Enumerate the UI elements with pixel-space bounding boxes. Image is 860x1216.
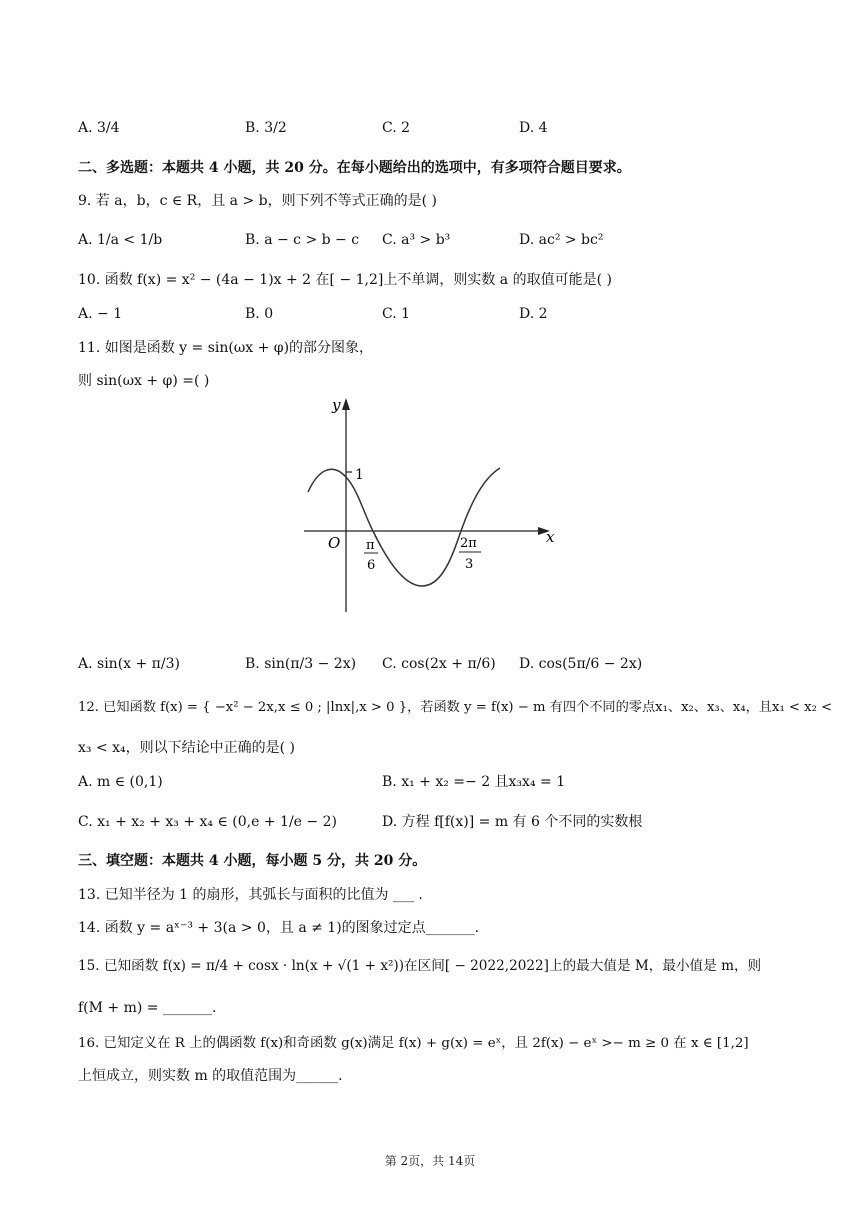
q16-line2: 上恒成立，则实数 m 的取值范围为______.: [78, 1068, 343, 1084]
q10-option-a: A. − 1: [78, 306, 123, 322]
q12-stem-line2: x₃ < x₄，则以下结论中正确的是( ): [78, 740, 296, 756]
origin-label: O: [328, 534, 341, 552]
q11-stem-line2: 则 sin(ωx + φ) =( ): [78, 373, 210, 389]
q12-option-a: A. m ∈ (0,1): [78, 774, 163, 790]
q10-option-d: D. 2: [519, 306, 548, 322]
q12-stem-line1: 12. 已知函数 f(x) = { −x² − 2x,x ≤ 0 ; |lnx|,x > 0 }，若函数 y = f(x) − m 有四个不同的零点x₁、x₂、x₃、x₄，且x₁ < x₂ <: [78, 700, 833, 715]
q8-option-d: D. 4: [519, 120, 548, 136]
q15-line1: 15. 已知函数 f(x) = π/4 + cosx · ln(x + √(1 + x²))在区间[ − 2022,2022]上的最大值是 M，最小值是 m，则: [78, 958, 762, 974]
one-label: 1: [355, 467, 364, 483]
q13-text: 13. 已知半径为 1 的扇形，其弧长与面积的比值为 ___ .: [78, 887, 423, 903]
pi23-denominator: 3: [465, 557, 474, 572]
q12-option-d: D. 方程 f[f(x)] = m 有 6 个不同的实数根: [382, 814, 643, 830]
y-axis-arrow: [342, 398, 350, 410]
q9-option-b: B. a − c > b − c: [245, 232, 360, 248]
q9-option-d: D. ac² > bc²: [519, 232, 604, 248]
q11-option-b: B. sin(π/3 − 2x): [245, 656, 357, 672]
pi6-numerator: π: [366, 538, 375, 553]
q10-option-c: C. 1: [382, 306, 411, 322]
q15-line2: f(M + m) = _______.: [78, 1000, 217, 1016]
y-label: y: [332, 396, 341, 414]
q8-option-b: B. 3/2: [245, 120, 287, 136]
q11-option-d: D. cos(5π/6 − 2x): [519, 656, 643, 672]
page-footer: 第 2页，共 14页: [384, 1154, 476, 1168]
q12-option-c: C. x₁ + x₂ + x₃ + x₄ ∈ (0,e + 1/e − 2): [78, 814, 337, 830]
q12-option-b: B. x₁ + x₂ =− 2 且x₃x₄ = 1: [382, 774, 566, 790]
section2-heading: 二、多选题：本题共 4 小题，共 20 分。在每小题给出的选项中，有多项符合题目要求。: [78, 160, 631, 176]
q11-option-a: A. sin(x + π/3): [78, 656, 180, 672]
q16-line1: 16. 已知定义在 R 上的偶函数 f(x)和奇函数 g(x)满足 f(x) + g(x) = eˣ，且 2f(x) − eˣ >− m ≥ 0 在 x ∈ [1,2]: [78, 1036, 749, 1051]
q8-option-c: C. 2: [382, 120, 411, 136]
q9-stem: 9. 若 a，b，c ∈ R，且 a > b，则下列不等式正确的是( ): [78, 193, 437, 209]
x-label: x: [546, 528, 555, 546]
q9-option-a: A. 1/a < 1/b: [78, 232, 163, 248]
q10-option-b: B. 0: [245, 306, 274, 322]
pi23-numerator: 2π: [460, 536, 477, 551]
q11-option-c: C. cos(2x + π/6): [382, 656, 496, 672]
q9-option-c: C. a³ > b³: [382, 232, 451, 248]
section3-heading: 三、填空题：本题共 4 小题，每小题 5 分，共 20 分。: [78, 853, 427, 869]
q14-text: 14. 函数 y = aˣ⁻³ + 3(a > 0，且 a ≠ 1)的图象过定点_______.: [78, 920, 480, 936]
pi6-denominator: 6: [367, 558, 376, 573]
q8-option-a: A. 3/4: [78, 120, 120, 136]
q10-stem: 10. 函数 f(x) = x² − (4a − 1)x + 2 在[ − 1,2]上不单调，则实数 a 的取值可能是( ): [78, 272, 612, 288]
sine-graph: [298, 392, 568, 622]
q11-stem-line1: 11. 如图是函数 y = sin(ωx + φ)的部分图象，: [78, 340, 374, 356]
